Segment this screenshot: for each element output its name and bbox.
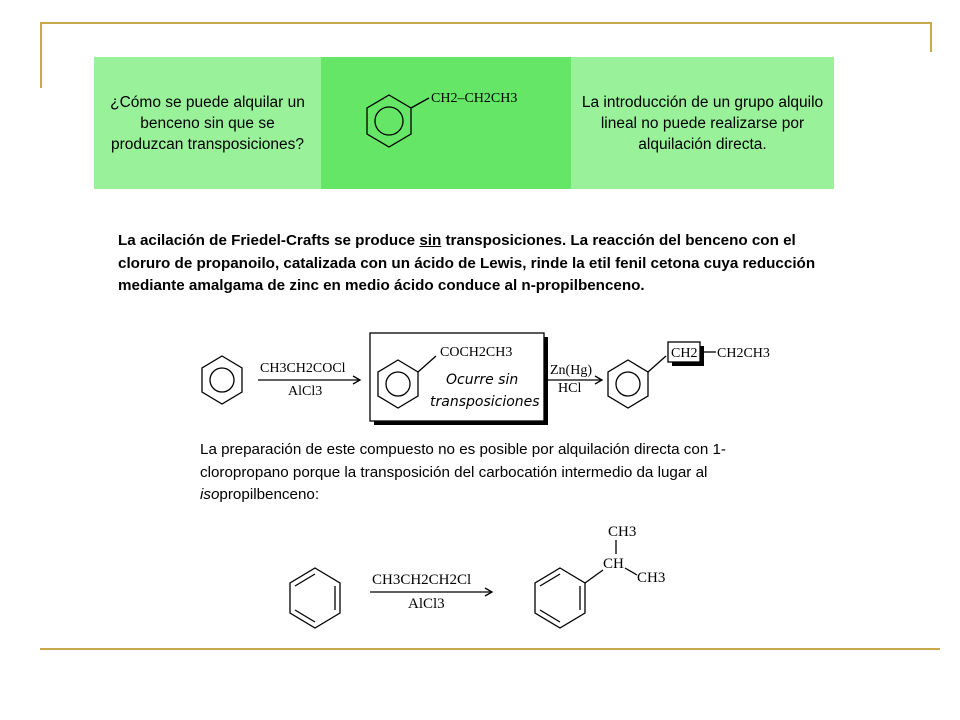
right-frame-line [930, 22, 932, 52]
ch3-top: CH3 [608, 524, 637, 540]
paragraph2-italic: iso [200, 486, 220, 503]
lewis-acid-2: AlCl3 [408, 596, 445, 612]
note-box [571, 57, 834, 189]
paragraph2-part2: propilbenceno: [219, 486, 320, 503]
product-ring-circle [616, 372, 640, 396]
acylation-paragraph [118, 230, 818, 298]
substituent-bond [411, 98, 429, 108]
benzene-reactant [202, 356, 242, 404]
product-ring [608, 360, 648, 408]
isopropylbenzene-ring [535, 568, 585, 628]
lewis-acid: AlCl3 [288, 384, 323, 399]
paragraph1-part2: transposiciones. La reacción del benceno con el cloruro de propanoilo, catalizada con un ácido de Lewis, rinde la etil fenil cetona cuya reducción mediante amalgama de zinc en medio ácido conduce al n-propilbenceno. [118, 232, 816, 294]
paragraph1-part1: La acilación de Friedel-Crafts se produce [118, 232, 420, 249]
question-box [94, 57, 321, 189]
structure-box [321, 57, 571, 189]
bottom-frame-line [40, 648, 940, 650]
alkylation-paragraph [200, 439, 770, 507]
top-frame-line [40, 22, 932, 24]
aromatic-circle [375, 107, 403, 135]
ch3-right: CH3 [637, 570, 666, 586]
annotation-line1: Ocurre sin [446, 372, 519, 388]
benzene-start [290, 568, 340, 628]
hcl: HCl [558, 381, 582, 396]
acyl-reagent: CH3CH2COCl [260, 361, 346, 376]
left-frame-line [40, 22, 42, 88]
alkylation-scheme [270, 512, 690, 642]
paragraph2-part1: La preparación de este compuesto no es posible por alquilación directa con 1-cloropropano porque la transposición del carbocatión intermedio da lugar al [200, 441, 726, 481]
propylbenzene-structure [321, 57, 571, 189]
structure-label: CH2–CH2CH3 [431, 91, 518, 106]
benzene-ring [367, 95, 411, 147]
propyl-chloride: CH3CH2CH2Cl [372, 572, 472, 588]
product-ch2: CH2 [671, 346, 698, 361]
zinc-amalgam: Zn(Hg) [550, 363, 592, 378]
benzene-reactant-circle [210, 368, 234, 392]
question-text: ¿Cómo se puede alquilar un benceno sin que se produzcan transposiciones? [110, 93, 305, 153]
paragraph1-underlined: sin [419, 232, 442, 249]
ch-label: CH [603, 556, 624, 572]
product-ch2ch3: CH2CH3 [717, 346, 770, 361]
note-text: La introducción de un grupo alquilo lineal no puede realizarse por alquilación directa. [581, 93, 824, 153]
ketone-group: COCH2CH3 [440, 345, 513, 360]
annotation-line2: transposiciones [430, 394, 540, 410]
acylation-scheme [190, 332, 780, 432]
